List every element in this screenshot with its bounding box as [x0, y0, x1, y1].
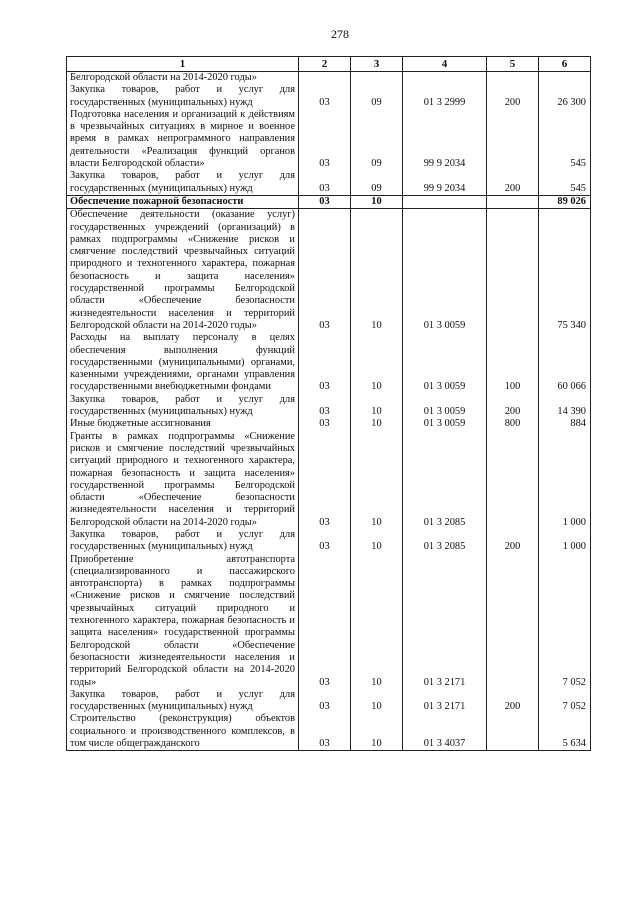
table-row [67, 332, 591, 393]
row-subsection: 10 [351, 713, 403, 750]
row-expense-type: 200 [487, 689, 539, 714]
table-row [67, 431, 591, 529]
row-amount [539, 72, 591, 85]
table-row [67, 689, 591, 714]
row-subsection: 09 [351, 170, 403, 195]
row-expense-type [487, 72, 539, 85]
row-subsection: 10 [351, 431, 403, 529]
row-name: Закупка товаров, работ и услуг для государственных (муниципальных) нужд [67, 170, 299, 195]
row-target-code: 01 3 0059 [403, 332, 487, 393]
row-target-code: 01 3 4037 [403, 713, 487, 750]
row-name: Обеспечение пожарной безопасности [67, 195, 299, 208]
row-section: 03 [299, 84, 351, 109]
row-subsection: 09 [351, 84, 403, 109]
row-section: 03 [299, 332, 351, 393]
header-col-6: 6 [539, 57, 591, 72]
row-expense-type [487, 195, 539, 208]
row-target-code: 99 9 2034 [403, 170, 487, 195]
table-row [67, 554, 591, 689]
row-name: Иные бюджетные ассигнования [67, 418, 299, 430]
table-row [67, 84, 591, 109]
row-target-code: 01 3 0059 [403, 418, 487, 430]
row-expense-type [487, 713, 539, 750]
table-row [67, 713, 591, 750]
header-col-2: 2 [299, 57, 351, 72]
row-expense-type: 200 [487, 170, 539, 195]
row-name: Обеспечение деятельности (оказание услуг) государственных учреждений (организаций) в рамках подпрограммы «Снижение рисков и смягчение последствий чрезвычайных ситуаций природного и техногенного характера, пожарная безопасность и защита населения» государственной программы Белгородской области «Обеспечение безопасности жизнедеятельности населения и территорий Белгородской области на 2014-2020 годы» [67, 209, 299, 332]
row-expense-type: 100 [487, 332, 539, 393]
row-target-code [403, 195, 487, 208]
row-section: 03 [299, 195, 351, 208]
row-subsection: 10 [351, 689, 403, 714]
table-row [67, 72, 591, 85]
budget-table [66, 56, 591, 751]
row-section: 03 [299, 170, 351, 195]
row-target-code: 01 3 2085 [403, 529, 487, 554]
row-amount: 884 [539, 418, 591, 430]
row-section: 03 [299, 689, 351, 714]
row-section: 03 [299, 431, 351, 529]
row-subsection: 10 [351, 394, 403, 419]
row-subsection: 09 [351, 109, 403, 170]
row-section: 03 [299, 529, 351, 554]
row-name: Расходы на выплату персоналу в целях обеспечения выполнения функций государственными (муниципальными) органами, казенными учреждениями, органами управления государственными внебюджетными фондами [67, 332, 299, 393]
row-subsection: 10 [351, 195, 403, 208]
row-expense-type [487, 554, 539, 689]
row-target-code: 01 3 2999 [403, 84, 487, 109]
row-amount: 60 066 [539, 332, 591, 393]
row-subsection: 10 [351, 332, 403, 393]
table-row [67, 418, 591, 430]
row-name: Закупка товаров, работ и услуг для государственных (муниципальных) нужд [67, 84, 299, 109]
row-expense-type: 200 [487, 84, 539, 109]
row-section [299, 72, 351, 85]
row-expense-type [487, 209, 539, 332]
header-col-1: 1 [67, 57, 299, 72]
table-row [67, 394, 591, 419]
table-row [67, 529, 591, 554]
row-target-code: 01 3 2085 [403, 431, 487, 529]
row-amount: 7 052 [539, 689, 591, 714]
row-subsection [351, 72, 403, 85]
row-target-code: 01 3 0059 [403, 394, 487, 419]
row-amount: 14 390 [539, 394, 591, 419]
header-col-5: 5 [487, 57, 539, 72]
row-expense-type: 800 [487, 418, 539, 430]
row-subsection: 10 [351, 529, 403, 554]
row-amount: 1 000 [539, 431, 591, 529]
row-expense-type: 200 [487, 529, 539, 554]
row-subsection: 10 [351, 554, 403, 689]
row-name: Строительство (реконструкция) объектов социального и производственного комплексов, в том числе общегражданского [67, 713, 299, 750]
table-header-row [67, 57, 591, 72]
row-amount: 26 300 [539, 84, 591, 109]
row-name: Закупка товаров, работ и услуг для государственных (муниципальных) нужд [67, 394, 299, 419]
row-target-code: 01 3 2171 [403, 689, 487, 714]
row-subsection: 10 [351, 418, 403, 430]
row-section: 03 [299, 109, 351, 170]
row-name: Белгородской области на 2014-2020 годы» [67, 72, 299, 85]
row-target-code [403, 72, 487, 85]
row-name: Закупка товаров, работ и услуг для государственных (муниципальных) нужд [67, 529, 299, 554]
row-target-code: 01 3 0059 [403, 209, 487, 332]
table-row [67, 209, 591, 332]
row-amount: 7 052 [539, 554, 591, 689]
row-section: 03 [299, 209, 351, 332]
table-row [67, 109, 591, 170]
row-expense-type [487, 431, 539, 529]
row-amount: 1 000 [539, 529, 591, 554]
table-row [67, 170, 591, 195]
row-expense-type: 200 [487, 394, 539, 419]
row-section: 03 [299, 394, 351, 419]
row-amount: 545 [539, 170, 591, 195]
row-amount: 545 [539, 109, 591, 170]
row-amount: 89 026 [539, 195, 591, 208]
row-name: Приобретение автотранспорта (специализированного и пассажирского автотранспорта) в рамках подпрограммы «Снижение рисков и смягчение последствий чрезвычайных ситуаций природного и техногенного характера, пожарная безопасность и защита населения» государственной программы Белгородской области «Обеспечение безопасности жизнедеятельности населения и территорий Белгородской области на 2014-2020 годы» [67, 554, 299, 689]
row-expense-type [487, 109, 539, 170]
header-col-4: 4 [403, 57, 487, 72]
row-amount: 75 340 [539, 209, 591, 332]
table-row-section-total [67, 195, 591, 208]
page-number: 278 [331, 27, 349, 41]
row-section: 03 [299, 554, 351, 689]
row-name: Гранты в рамках подпрограммы «Снижение рисков и смягчение последствий чрезвычайных ситуаций природного и техногенного характера, пожарная безопасность и защита населения» государственной программы Белгородской области «Обеспечение безопасности жизнедеятельности населения и территорий Белгородской области на 2014-2020 годы» [67, 431, 299, 529]
row-target-code: 99 9 2034 [403, 109, 487, 170]
row-section: 03 [299, 713, 351, 750]
row-name: Подготовка населения и организаций к действиям в чрезвычайных ситуациях в мирное и военное время в рамках непрограммного направления деятельности «Реализация функций органов власти Белгородской области» [67, 109, 299, 170]
row-amount: 5 634 [539, 713, 591, 750]
row-section: 03 [299, 418, 351, 430]
row-name: Закупка товаров, работ и услуг для государственных (муниципальных) нужд [67, 689, 299, 714]
header-col-3: 3 [351, 57, 403, 72]
row-target-code: 01 3 2171 [403, 554, 487, 689]
row-subsection: 10 [351, 209, 403, 332]
